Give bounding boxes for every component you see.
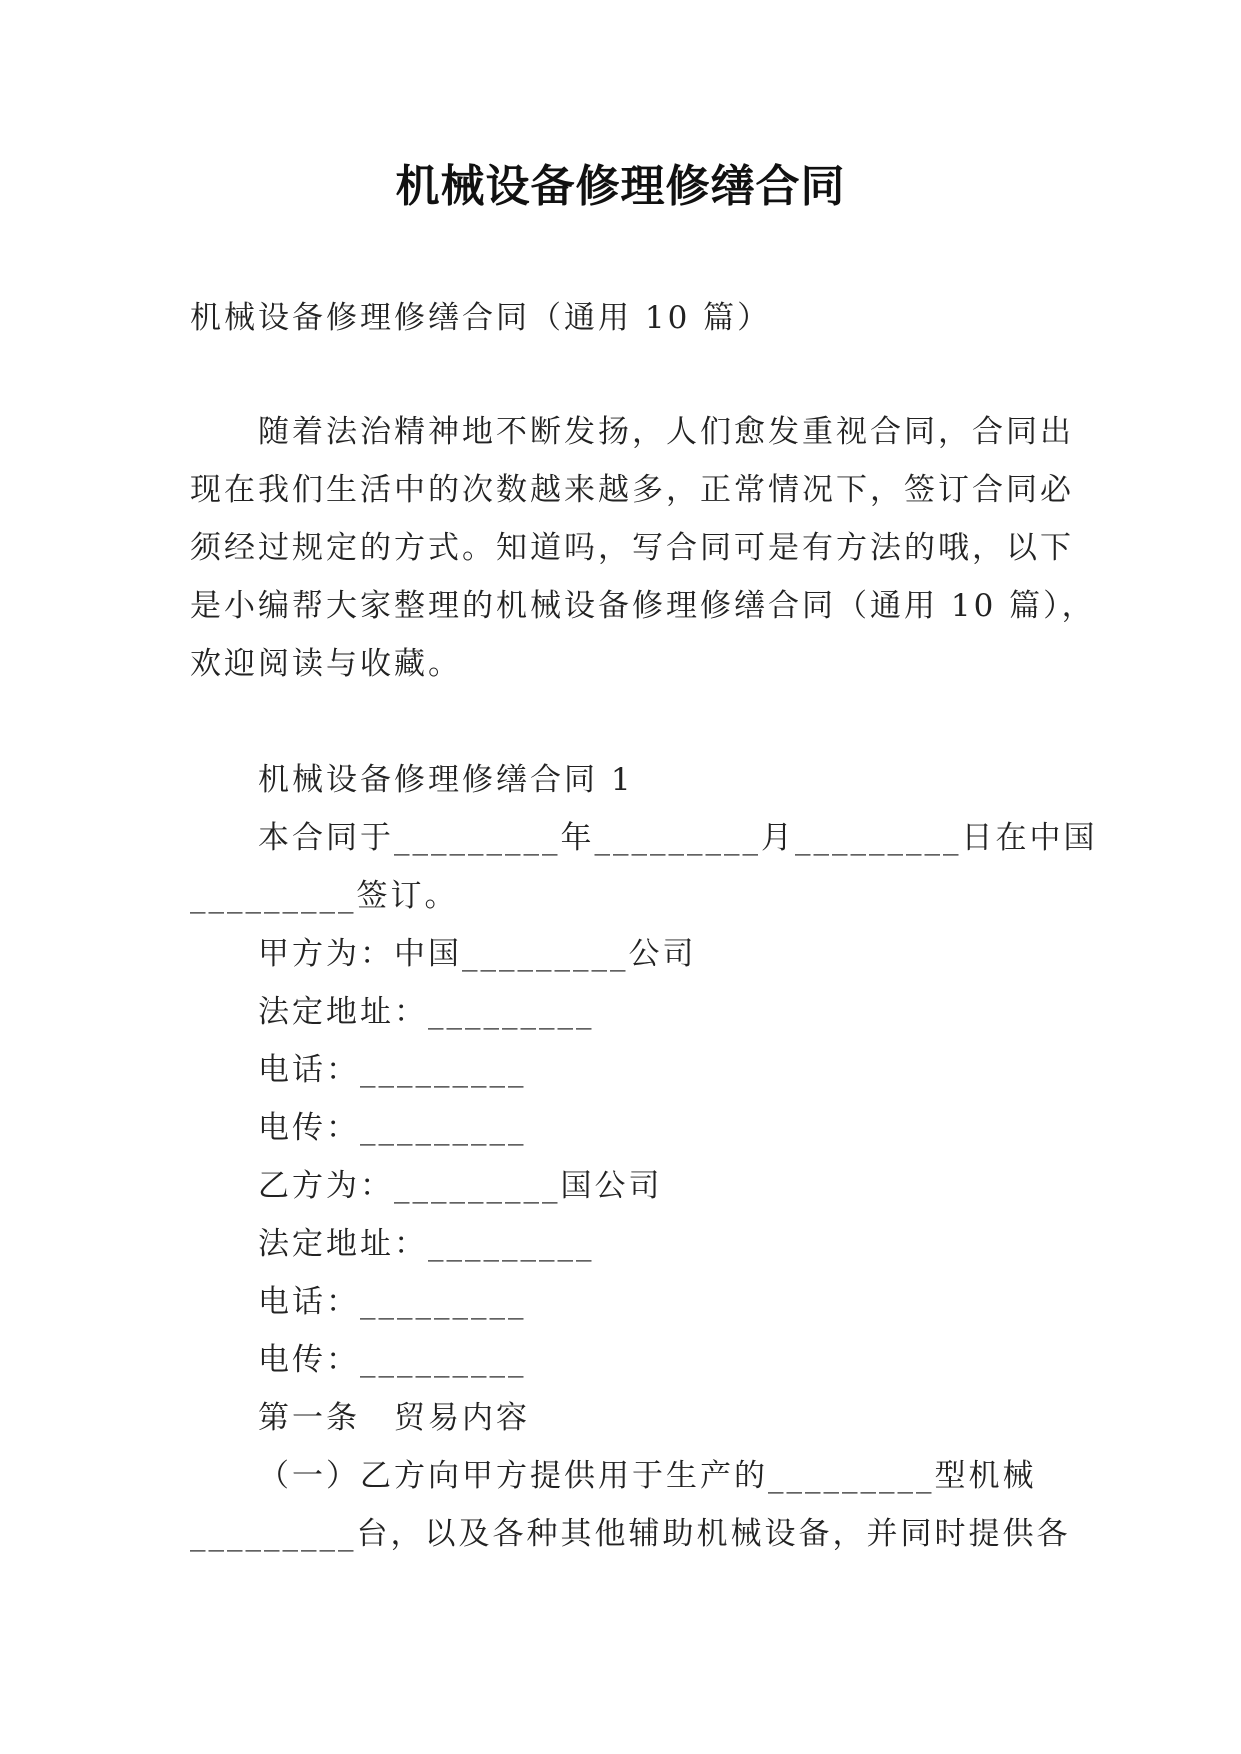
body-line: 电传：_________ [258, 1342, 527, 1378]
section-heading: 机械设备修理修缮合同 1 [258, 762, 634, 798]
intro-line: 须经过规定的方式。知道吗，写合同可是有方法的哦，以下 [190, 530, 1074, 566]
intro-line: 随着法治精神地不断发扬，人们愈发重视合同，合同出 [258, 414, 1074, 450]
intro-line: 是小编帮大家整理的机械设备修理修缮合同（通用 10 篇）， [190, 588, 1096, 624]
intro-line: 现在我们生活中的次数越来越多，正常情况下，签订合同必 [190, 472, 1074, 508]
body-line: 法定地址：_________ [258, 1226, 595, 1262]
body-line: _________台，以及各种其他辅助机械设备，并同时提供各 [190, 1516, 1071, 1552]
body-line: 电传：_________ [258, 1110, 527, 1146]
document-title: 机械设备修理修缮合同 [395, 161, 846, 212]
body-line: 法定地址：_________ [258, 994, 595, 1030]
body-line: （一）乙方向甲方提供用于生产的_________型机械 [258, 1458, 1037, 1494]
document-subtitle: 机械设备修理修缮合同（通用 10 篇） [190, 300, 772, 336]
body-line: 第一条 贸易内容 [258, 1400, 530, 1436]
body-line: 电话：_________ [258, 1284, 527, 1320]
body-line: _________签订。 [190, 878, 459, 914]
body-line: 电话：_________ [258, 1052, 527, 1088]
body-line: 乙方为：_________国公司 [258, 1168, 663, 1204]
body-line: 本合同于_________年_________月_________日在中国 [258, 820, 1098, 856]
intro-line: 欢迎阅读与收藏。 [190, 646, 462, 682]
body-line: 甲方为：中国_________公司 [258, 936, 697, 972]
